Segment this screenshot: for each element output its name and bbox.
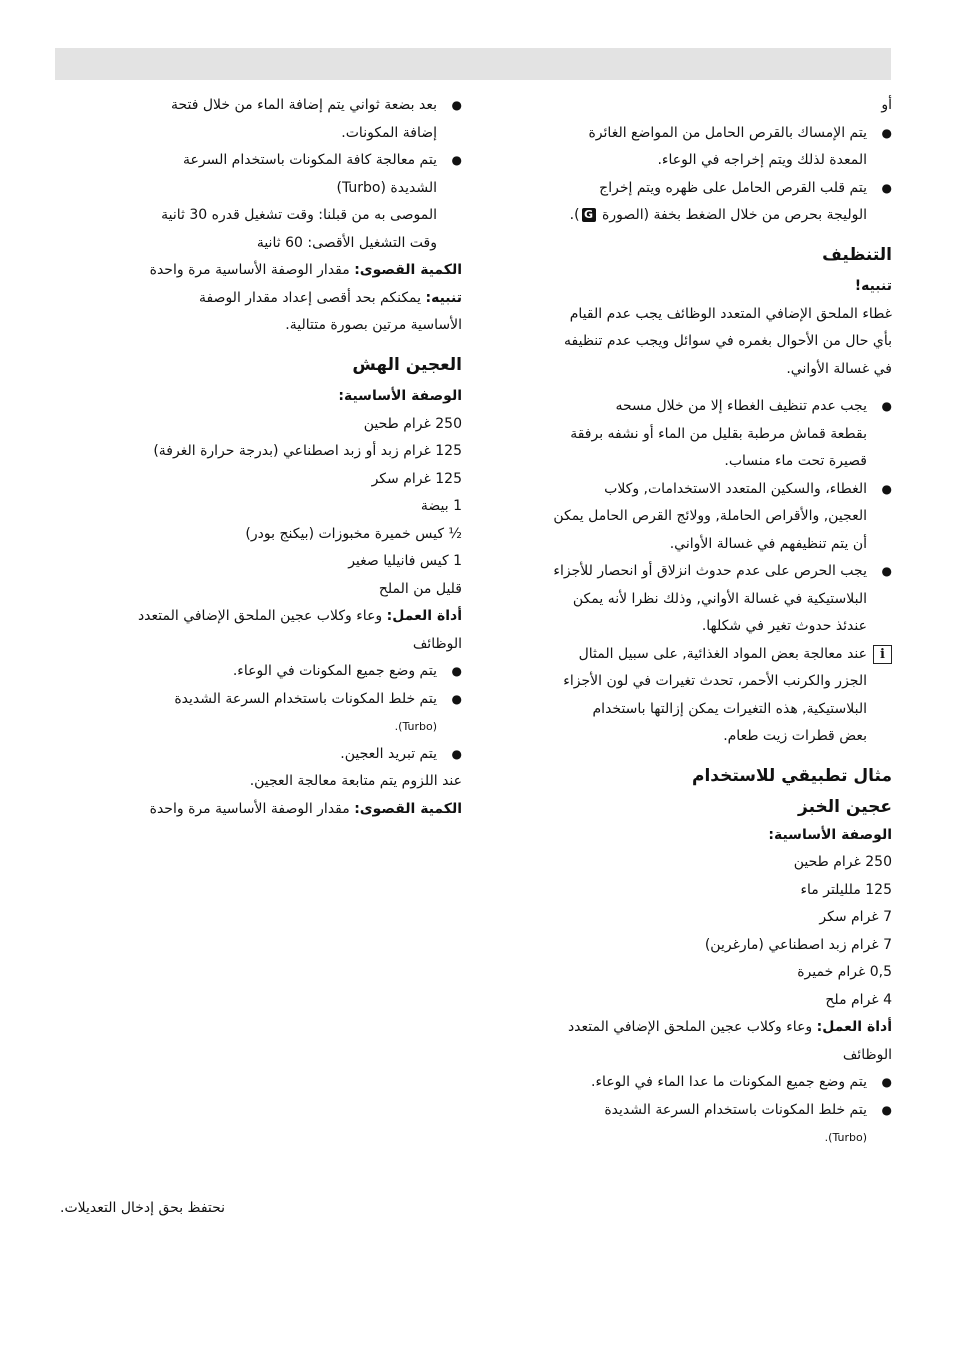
ingredient: 125 غرام زبد أو زبد اصطناعي (بدرجة حرارة الغرفة): [153, 443, 462, 459]
list-item: ● الغطاء، والسكين المتعدد الاستخدامات, وكلاب العجين, والأقراص الحاملة, وولائج القرص الحامل يمكن أن يتم تنظيفهم في غسالة الأواني.: [490, 476, 892, 559]
section-title-examples: مثال تطبيقي للاستخدام: [692, 765, 892, 786]
max-quantity: الكمية القصوى: مقدار الوصفة الأساسية مرة واحدة: [149, 800, 462, 817]
recipe-title-bread: عجين الخبز: [798, 797, 892, 817]
list-item: ● يتم معالجة كافة المكونات باستخدام السرعة الشديدة (Turbo) الموصى به من قبلنا: وقت تشغيل قدره 30 ثانية وقت التشغيل الأقصى: 60 ثانية: [75, 147, 462, 257]
right-column: [490, 92, 892, 1152]
tool-line: الوظائف: [412, 635, 462, 652]
list-item: [490, 120, 892, 175]
ingredient: 4 غرام ملح: [825, 991, 892, 1008]
ingredient: 1 كيس فانيليا صغير: [348, 553, 462, 569]
ingredient: ½ كيس خميرة مخبوزات (بيكنج بودر): [245, 525, 462, 542]
bullet-icon: ●: [881, 399, 892, 413]
bullet-icon: ●: [451, 98, 462, 112]
list-item: ● يتم خلط المكونات باستخدام السرعة الشديدة (Turbo).: [490, 1097, 892, 1152]
caution-line: في غسالة الأواني.: [786, 360, 892, 377]
tip-line: تنبيه: يمكنكم بحد أقصى إعداد مقدار الوصفة: [198, 289, 462, 306]
recipe-title-cake: العجين الهش: [352, 354, 462, 375]
tool-line: أداة العمل: وعاء وكلاب عجين الملحق الإضافي المتعدد: [567, 1019, 892, 1035]
figure-g-icon: G: [582, 208, 596, 222]
tool-line: الوظائف: [842, 1046, 892, 1063]
or-line: أو: [881, 97, 892, 113]
list-item-text: يتم الإمساك بالقرص الحامل من المواضع الغائرة: [588, 124, 867, 141]
list-item: ● يجب الحرص على عدم حدوث انزلاق أو انحصار للأجزاء البلاستيكية في غسالة الأواني, وذلك نظرا لأنه يمكن عندئذ حدوث تغير في شكلها.: [490, 558, 892, 641]
list-item: ● يتم خلط المكونات باستخدام السرعة الشديدة (Turbo).: [75, 686, 462, 741]
ingredient: 250 غرام طحين: [793, 854, 892, 870]
bullet-icon: ●: [451, 664, 462, 678]
list-item: ● يتم وضع جميع المكونات في الوعاء.: [75, 658, 462, 686]
left-column: [75, 92, 462, 823]
caution-line: غطاء الملحق الإضافي المتعدد الوظائف يجب عدم القيام: [569, 305, 892, 322]
when-needed-line: عند اللزوم يتم متابعة معالجة العجين.: [249, 773, 462, 789]
list-item-text: المعدة لذلك ويتم إخراجه في الوعاء.: [657, 152, 867, 168]
info-note: i عند معالجة بعض المواد الغذائية, على سبيل المثال الجزر والكرنب الأحمر، تحدث تغيرات في لون الأجزاء البلاستيكية, هذه التغيرات يمكن إزالتها باستخدام بعض قطرات زيت طعام.: [490, 641, 892, 751]
section-title-cleaning: التنظيف: [822, 244, 892, 265]
recommended-time: الموصى به من قبلنا: وقت تشغيل قدره 30 ثانية: [161, 207, 437, 223]
ingredient: 7 غرام سكر: [819, 909, 892, 925]
basic-recipe-label: الوصفة الأساسية:: [338, 388, 462, 404]
ingredient: 250 غرام طحين: [363, 415, 462, 432]
footer-note: نحتفظ بحق إدخال التعديلات.: [60, 1200, 226, 1216]
ingredient: 1 بيضة: [420, 498, 462, 514]
ingredient: 7 غرام زبد اصطناعي (مارغرين): [704, 936, 892, 953]
basic-recipe-label: الوصفة الأساسية:: [768, 826, 892, 843]
bullet-icon: ●: [881, 481, 892, 496]
list-item: ● يجب عدم تنظيف الغطاء إلا من خلال مسحه بقطعة قماش مرطبة بقليل من الماء أو نشفه برفقة قصيرة تحت ماء منساب.: [490, 393, 892, 476]
header-bar: [55, 48, 891, 80]
list-item: [490, 175, 892, 230]
bullet-icon: ●: [881, 125, 892, 140]
bullet-icon: ●: [881, 564, 892, 578]
list-item: ● يتم وضع جميع المكونات ما عدا الماء في الوعاء.: [490, 1069, 892, 1097]
list-item-text: يتم قلب القرص الحامل على ظهره ويتم إخراج: [599, 179, 867, 196]
max-time: وقت التشغيل الأقصى: 60 ثانية: [256, 234, 437, 251]
bullet-icon: ●: [881, 1075, 892, 1089]
tip-line: الأساسية مرتين بصورة متتالية.: [285, 317, 462, 333]
ingredient: 125 ملليلتر ماء: [800, 881, 892, 898]
max-quantity: الكمية القصوى: مقدار الوصفة الأساسية مرة واحدة: [149, 262, 462, 278]
ingredient: 0,5 غرام خميرة: [797, 964, 892, 980]
bullet-icon: ●: [451, 153, 462, 167]
bullet-icon: ●: [881, 1102, 892, 1117]
list-item: ● يتم تبريد العجين.: [75, 741, 462, 769]
caution-title: تنبيه!: [854, 278, 892, 294]
caution-line: بأي حال من الأحوال بغمره في سوائل ويجب عدم تنظيفه: [564, 333, 892, 349]
tool-line: أداة العمل: وعاء وكلاب عجين الملحق الإضافي المتعدد: [137, 608, 462, 624]
bullet-icon: ●: [881, 180, 892, 195]
info-icon: i: [873, 645, 892, 664]
bullet-icon: ●: [451, 746, 462, 761]
ingredient: 125 غرام سكر: [371, 470, 462, 487]
ingredient: قليل من الملح: [378, 580, 462, 597]
list-item: ● بعد بضعة ثواني يتم إضافة الماء من خلال فتحة إضافة المكونات.: [75, 92, 462, 147]
list-item-text: الوليجة بحرص من خلال الضغط بخفة (الصورة G).: [569, 207, 867, 223]
bullet-icon: ●: [451, 691, 462, 706]
